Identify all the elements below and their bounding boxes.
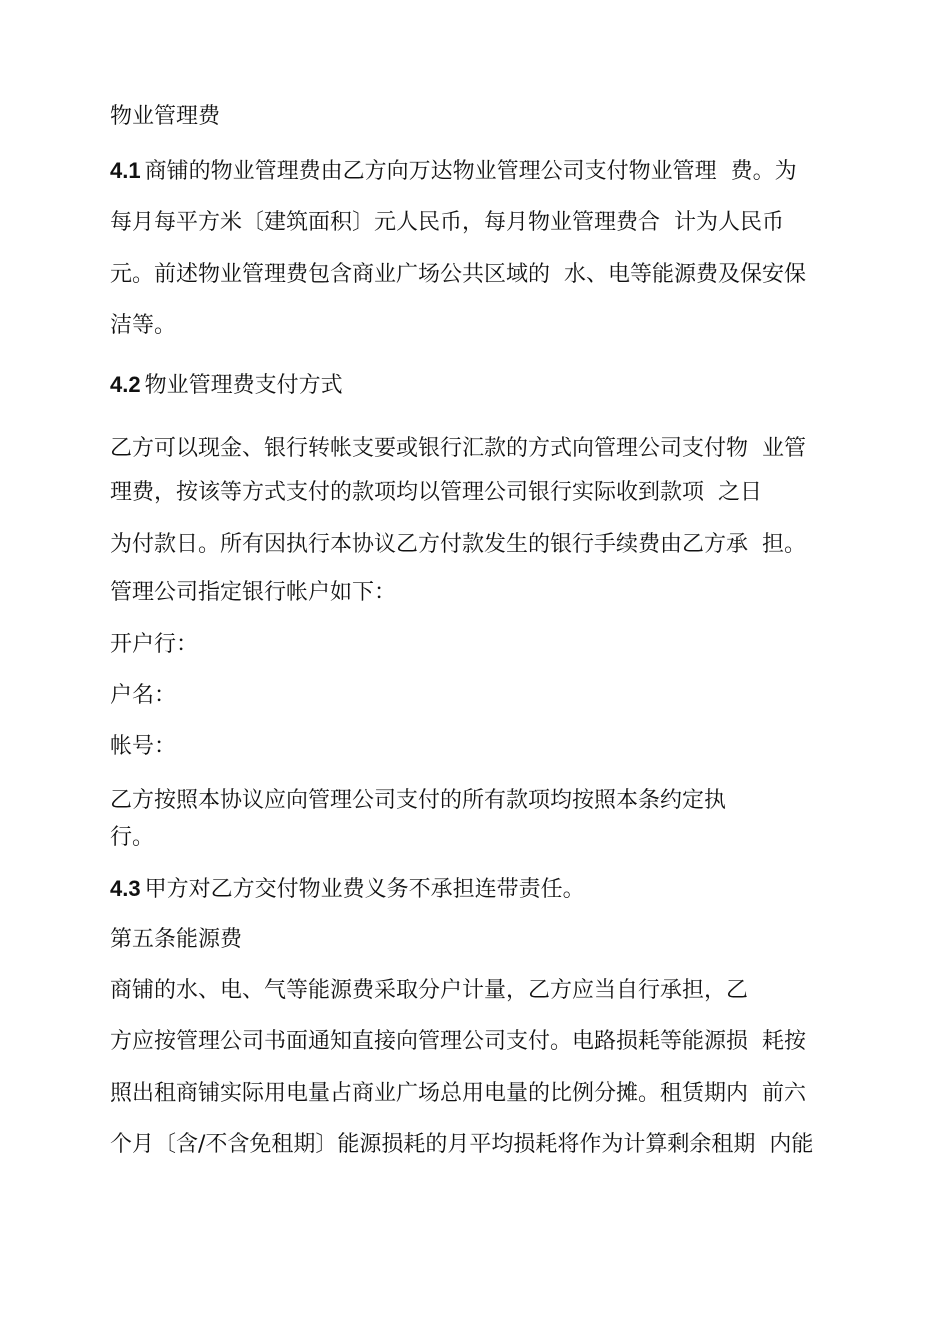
article-5-line-4: 个月〔含/不含免租期〕能源损耗的月平均损耗将作为计算剩余租期 内能 bbox=[110, 1132, 814, 1157]
clause-4-3 bbox=[110, 876, 585, 903]
article-5-title: 第五条能源费 bbox=[110, 927, 243, 952]
clause-number: 4.2 bbox=[110, 372, 141, 397]
clause-4-2-title bbox=[110, 372, 343, 399]
clause-title: 物业管理费支付方式 bbox=[144, 373, 343, 398]
clause-4-2-paragraph-line-2: 理费，按该等方式支付的款项均以管理公司银行实际收到款项 之日 bbox=[110, 480, 762, 505]
clause-text: 商铺的物业管理费由乙方向万达物业管理公司支付物业管理 费。为 bbox=[144, 159, 797, 184]
clause-4-1-line-3: 元。前述物业管理费包含商业广场公共区域的 水、电等能源费及保安保 bbox=[110, 262, 806, 287]
clause-4-2-paragraph-line-4: 管理公司指定银行帐户如下： bbox=[110, 580, 397, 605]
account-number-label: 帐号： bbox=[110, 734, 177, 759]
clause-4-2-closing-line-2: 行。 bbox=[110, 825, 155, 850]
account-name-label: 户名： bbox=[110, 683, 177, 708]
article-5-line-3: 照出租商铺实际用电量占商业广场总用电量的比例分摊。租赁期内 前六 bbox=[110, 1081, 806, 1106]
bank-label: 开户行： bbox=[110, 632, 199, 657]
clause-number: 4.3 bbox=[110, 876, 141, 901]
article-5-line-2: 方应按管理公司书面通知直接向管理公司支付。电路损耗等能源损 耗按 bbox=[110, 1029, 806, 1054]
clause-text: 甲方对乙方交付物业费义务不承担连带责任。 bbox=[144, 877, 585, 902]
article-5-line-1: 商铺的水、电、气等能源费采取分户计量，乙方应当自行承担，乙 bbox=[110, 978, 749, 1003]
clause-4-2-closing-line-1: 乙方按照本协议应向管理公司支付的所有款项均按照本条约定执 bbox=[110, 788, 727, 813]
clause-4-1-line-4: 洁等。 bbox=[110, 313, 177, 338]
clause-number: 4.1 bbox=[110, 158, 141, 183]
clause-4-1-line-2: 每月每平方米〔建筑面积〕元人民币，每月物业管理费合 计为人民币 bbox=[110, 210, 784, 235]
clause-4-2-paragraph-line-3: 为付款日。所有因执行本协议乙方付款发生的银行手续费由乙方承 担。 bbox=[110, 532, 806, 557]
clause-4-2-paragraph-line-1: 乙方可以现金、银行转帐支要或银行汇款的方式向管理公司支付物 业管 bbox=[110, 436, 806, 461]
section-heading: 物业管理费 bbox=[110, 104, 221, 129]
clause-4-1-line-1 bbox=[110, 158, 797, 185]
